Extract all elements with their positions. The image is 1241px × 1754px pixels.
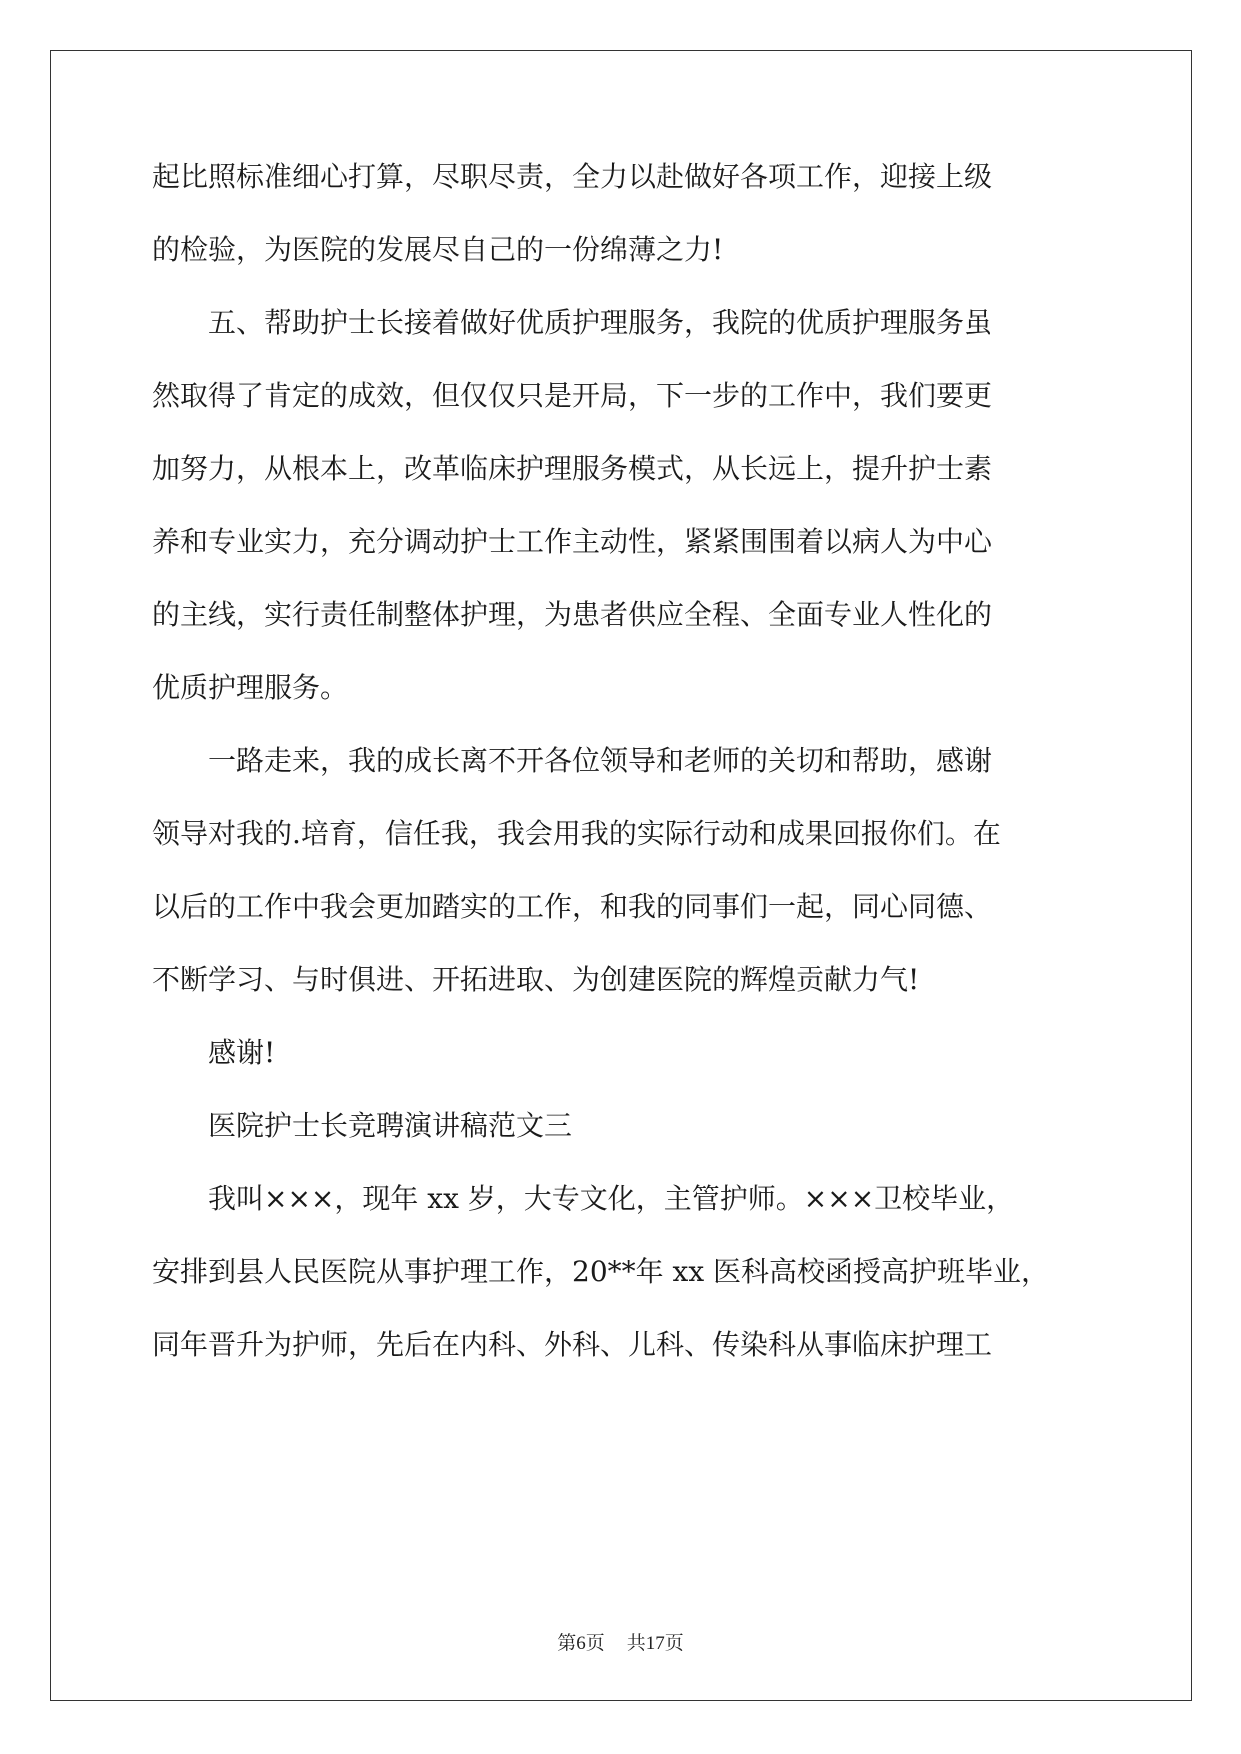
page-footer (0, 1632, 1241, 1656)
text-line: 以后的工作中我会更加踏实的工作，和我的同事们一起，同心同德、 (152, 890, 993, 923)
text-line: 然取得了肯定的成效，但仅仅只是开局，下一步的工作中，我们要更 (152, 379, 993, 412)
text-line: 的检验，为医院的发展尽自己的一份绵薄之力! (152, 233, 724, 266)
page-number: 第6页 (557, 1633, 605, 1654)
text-line: 五、帮助护士长接着做好优质护理服务，我院的优质护理服务虽 (152, 306, 993, 339)
text-line: 优质护理服务。 (152, 671, 349, 704)
text-line: 不断学习、与时俱进、开拓进取、为创建医院的辉煌贡献力气! (152, 963, 920, 996)
text-line: 安排到县人民医院从事护理工作，20**年 xx 医科高校函授高护班毕业， (152, 1255, 1050, 1288)
text-line: 的主线，实行责任制整体护理，为患者供应全程、全面专业人性化的 (152, 598, 993, 631)
text-line: 领导对我的.培育，信任我，我会用我的实际行动和成果回报你们。在 (152, 817, 1001, 850)
text-line: 我叫×××，现年 xx 岁，大专文化，主管护师。×××卫校毕业， (152, 1182, 1015, 1215)
text-line: 起比照标准细心打算，尽职尽责，全力以赴做好各项工作，迎接上级 (152, 160, 993, 193)
text-line: 同年晋升为护师，先后在内科、外科、儿科、传染科从事临床护理工 (152, 1328, 993, 1361)
page-border (50, 50, 1192, 1701)
section-heading: 医院护士长竞聘演讲稿范文三 (152, 1109, 573, 1142)
text-line: 养和专业实力，充分调动护士工作主动性，紧紧围围着以病人为中心 (152, 525, 993, 558)
text-line: 一路走来，我的成长离不开各位领导和老师的关切和帮助，感谢 (152, 744, 993, 777)
text-line: 加努力，从根本上，改革临床护理服务模式，从长远上，提升护士素 (152, 452, 993, 485)
page-total: 共17页 (626, 1633, 684, 1654)
text-line: 感谢! (152, 1036, 276, 1069)
